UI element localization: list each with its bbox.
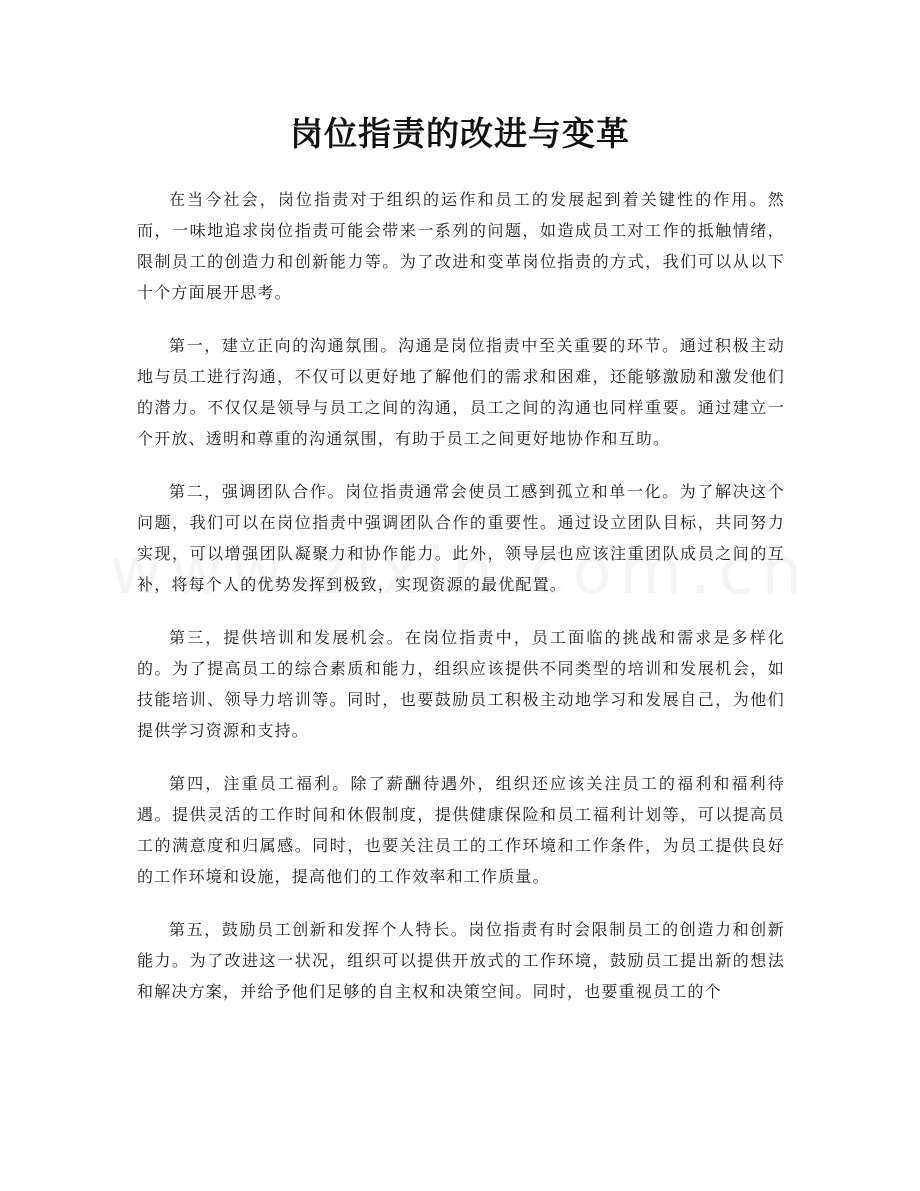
paragraph-first: 第一，建立正向的沟通氛围。沟通是岗位指责中至关重要的环节。通过积极主动地与员工进行沟通，不仅可以更好地了解他们的需求和困难，还能够激励和激发他们的潜力。不仅仅是领导与员工之间的沟通，员工之间的沟通也同样重要。通过建立一个开放、透明和尊重的沟通氛围，有助于员工之间更好地协作和互助。 (137, 336, 785, 448)
paragraph-fourth: 第四，注重员工福利。除了薪酬待遇外，组织还应该关注员工的福利和福利待遇。提供灵活的工作时间和休假制度，提供健康保险和员工福利计划等，可以提高员工的满意度和归属感。同时，也要关注员工的工作环境和工作条件，为员工提供良好的工作环境和设施，提高他们的工作效率和工作质量。 (137, 774, 785, 886)
paragraph-fifth: 第五，鼓励员工创新和发挥个人特长。岗位指责有时会限制员工的创造力和创新能力。为了改进这一状况，组织可以提供开放式的工作环境，鼓励员工提出新的想法和解决方案，并给予他们足够的自主权和决策空间。同时，也要重视员工的个 (137, 920, 785, 1001)
document-body (137, 184, 785, 1029)
paragraph-third: 第三，提供培训和发展机会。在岗位指责中，员工面临的挑战和需求是多样化的。为了提高员工的综合素质和能力，组织应该提供不同类型的培训和发展机会，如技能培训、领导力培训等。同时，也要鼓励员工积极主动地学习和发展自己，为他们提供学习资源和支持。 (137, 628, 785, 740)
document-title: 岗位指责的改进与变革 (290, 114, 630, 153)
paragraph-intro: 在当今社会，岗位指责对于组织的运作和员工的发展起到着关键性的作用。然而，一味地追求岗位指责可能会带来一系列的问题，如造成员工对工作的抵触情绪，限制员工的创造力和创新能力等。为了改进和变革岗位指责的方式，我们可以从以下十个方面展开思考。 (137, 190, 785, 302)
paragraph-second: 第二，强调团队合作。岗位指责通常会使员工感到孤立和单一化。为了解决这个问题，我们可以在岗位指责中强调团队合作的重要性。通过设立团队目标，共同努力实现，可以增强团队凝聚力和协作能力。此外，领导层也应该注重团队成员之间的互补，将每个人的优势发挥到极致，实现资源的最优配置。 (137, 482, 785, 594)
